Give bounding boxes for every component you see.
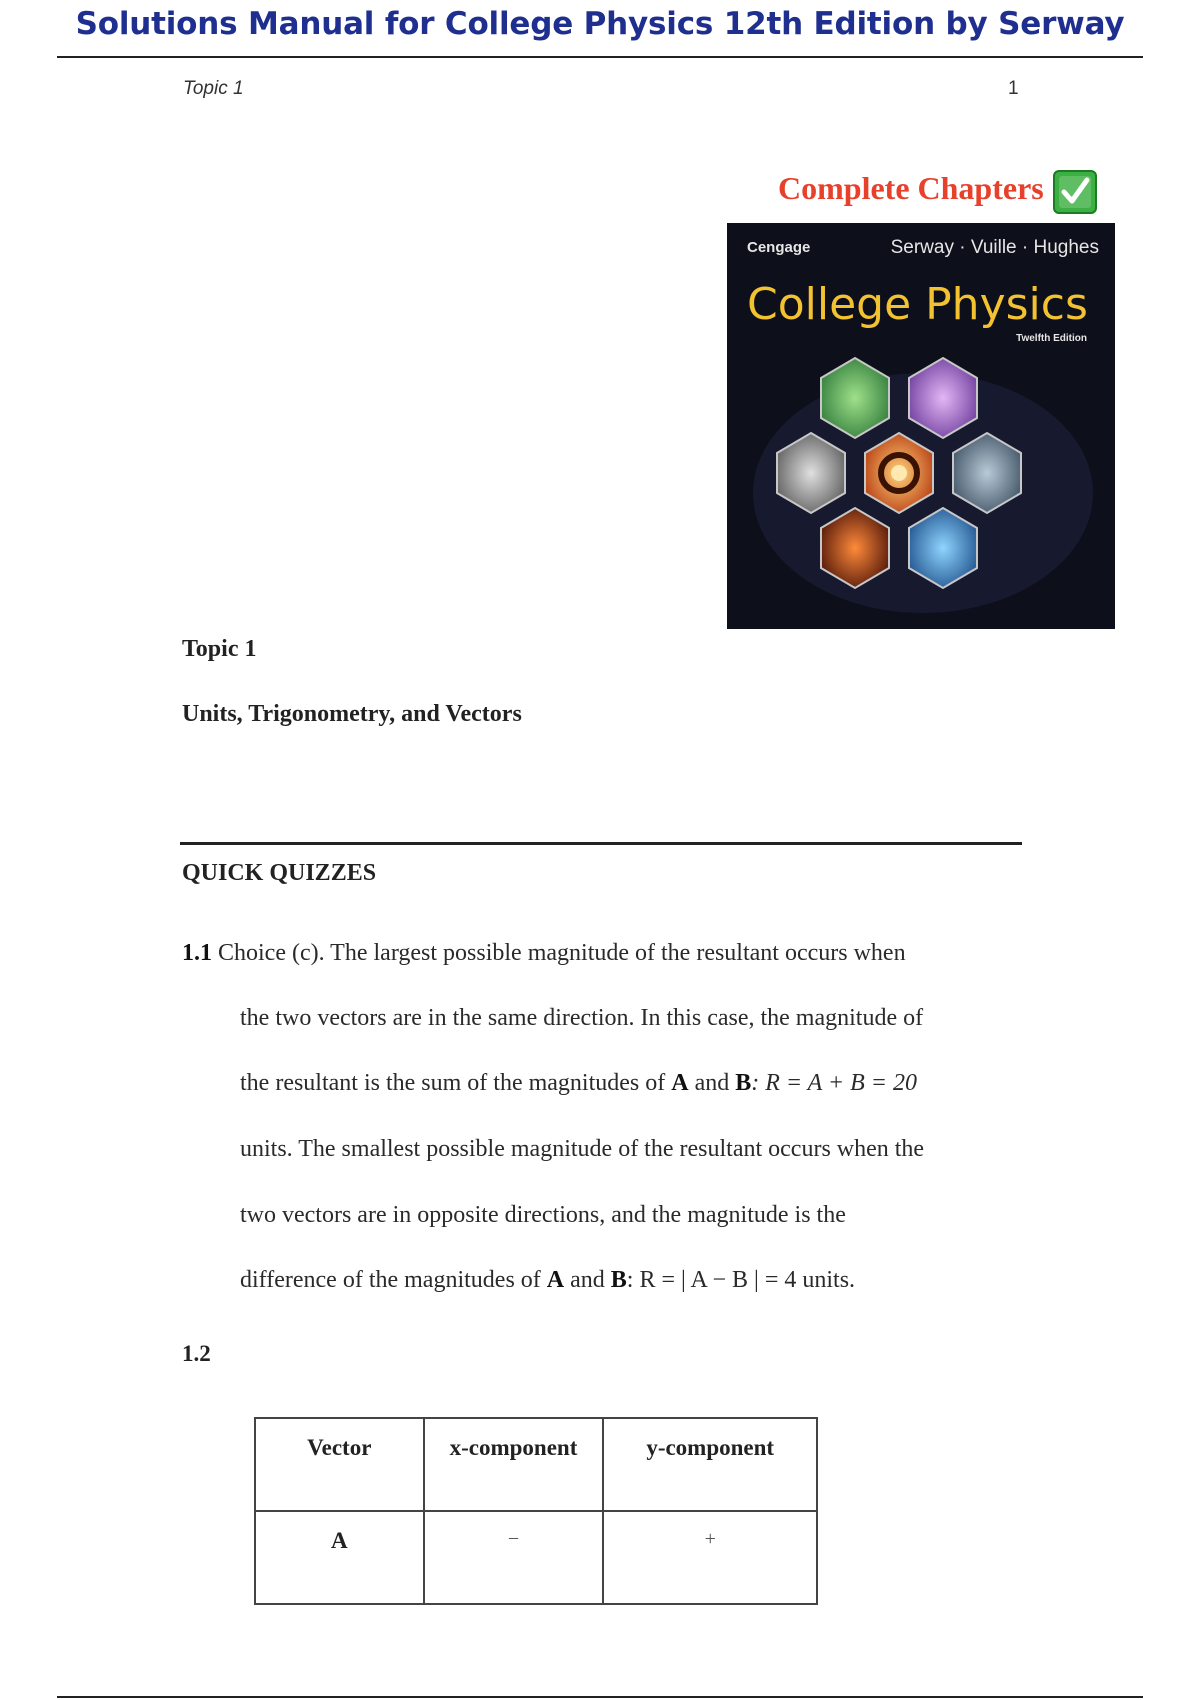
bottom-divider xyxy=(57,1696,1143,1698)
line-6-text: difference of the magnitudes of xyxy=(240,1267,541,1293)
answer-1-1-line-6 xyxy=(240,1267,855,1294)
answer-1-1-number: 1.1 xyxy=(182,940,212,966)
answer-1-1-line-2: the two vectors are in the same direction. In this case, the magnitude of xyxy=(240,1005,924,1031)
cell-vector-a: A xyxy=(255,1511,424,1604)
header-x-component: x-component xyxy=(424,1418,604,1511)
cover-authors: Serway · Vuille · Hughes xyxy=(890,237,1099,258)
answer-1-2-number: 1.2 xyxy=(182,1341,211,1366)
equation-sum: : R = A + B = 20 xyxy=(751,1070,917,1096)
vector-b: B xyxy=(735,1070,752,1096)
running-header-topic: Topic 1 xyxy=(183,78,244,99)
quick-quizzes-heading: QUICK QUIZZES xyxy=(182,860,377,886)
header-vector: Vector xyxy=(255,1418,424,1511)
cover-edition: Twelfth Edition xyxy=(1016,333,1087,344)
line-3-text: the resultant is the sum of the magnitudes of xyxy=(240,1070,666,1096)
answer-1-1-line-3 xyxy=(240,1070,917,1097)
equation-difference: : R = | A − B | = 4 units. xyxy=(626,1267,856,1293)
cover-hexagon-artwork xyxy=(727,353,1115,629)
table-row xyxy=(255,1511,817,1604)
topic-heading: Topic 1 xyxy=(182,636,257,662)
complete-chapters-label: Complete Chapters xyxy=(778,170,1044,206)
document-banner-title: Solutions Manual for College Physics 12th Edition by Serway xyxy=(75,6,1125,42)
top-divider xyxy=(57,56,1143,58)
vector-a-2: A xyxy=(546,1267,565,1293)
topic-title: Units, Trigonometry, and Vectors xyxy=(182,701,522,727)
table-header-row xyxy=(255,1418,817,1511)
cell-a-x: − xyxy=(424,1511,604,1604)
and-word: and xyxy=(694,1070,730,1096)
book-cover-image xyxy=(727,223,1115,629)
page-number: 1 xyxy=(1008,78,1019,99)
check-box-icon xyxy=(1053,170,1097,214)
vector-components-table xyxy=(254,1417,818,1605)
answer-1-1-line-5: two vectors are in opposite directions, and the magnitude is the xyxy=(240,1202,846,1228)
vector-b-2: B xyxy=(610,1267,627,1293)
header-y-component: y-component xyxy=(603,1418,817,1511)
section-divider xyxy=(180,842,1022,845)
answer-1-1-text: Choice (c). The largest possible magnitude of the resultant occurs when xyxy=(218,940,906,966)
and-word-2: and xyxy=(570,1267,605,1293)
vector-a: A xyxy=(671,1070,689,1096)
cell-a-y: + xyxy=(603,1511,817,1604)
cover-title: College Physics xyxy=(747,279,1088,330)
cover-publisher: Cengage xyxy=(747,239,811,256)
answer-1-1-line-1 xyxy=(182,940,906,967)
answer-1-1-line-4: units. The smallest possible magnitude of the resultant occurs when the xyxy=(240,1136,925,1162)
